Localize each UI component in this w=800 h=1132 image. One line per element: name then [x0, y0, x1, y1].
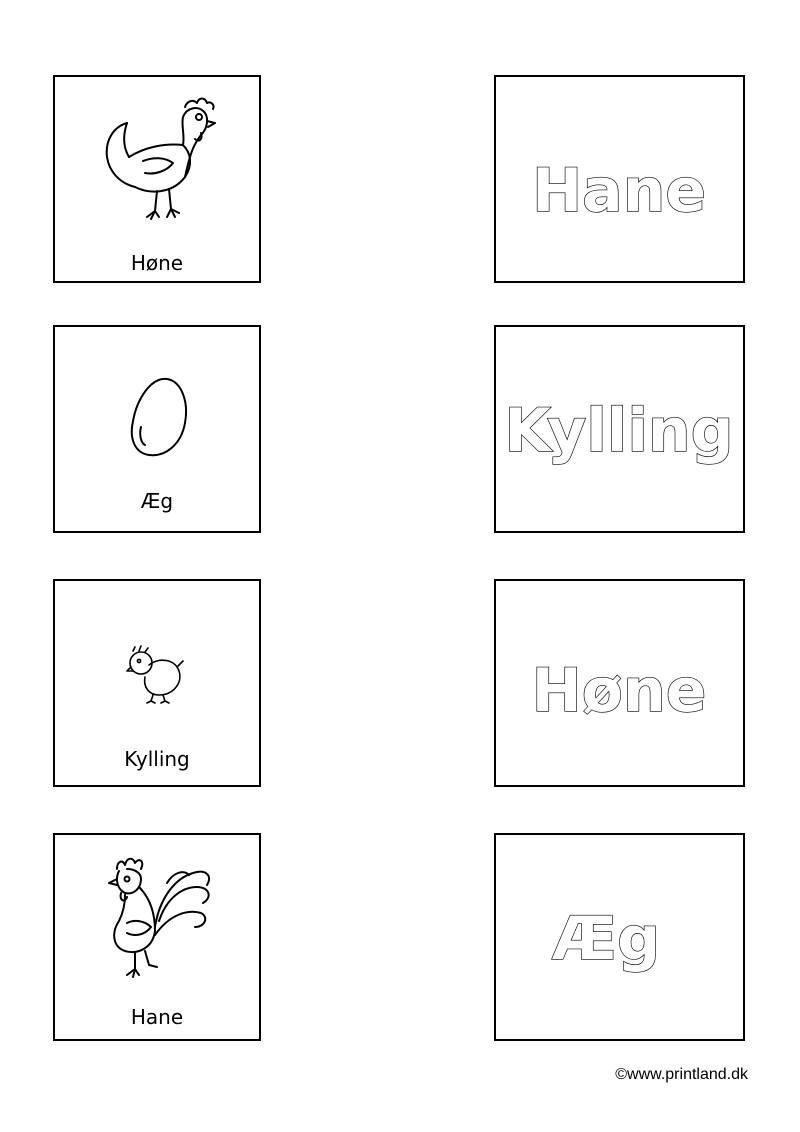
picture-card-label: Hane [130, 1005, 184, 1029]
word-card [494, 75, 745, 283]
picture-card-label: Æg [140, 489, 174, 513]
chick-icon [55, 581, 259, 751]
picture-card-egg [53, 325, 261, 533]
outline-word-kylling: Kylling [504, 396, 734, 466]
copyright-footer: ©www.printland.dk [615, 1066, 748, 1083]
rooster-icon [55, 835, 259, 1005]
hen-icon [55, 77, 259, 247]
outline-word-hane: Hane [531, 156, 707, 226]
picture-card-rooster [53, 833, 261, 1041]
picture-card-chick [53, 579, 261, 787]
egg-icon [55, 327, 259, 497]
picture-card-label: Høne [130, 251, 184, 275]
outline-word-aeg: Æg [551, 904, 661, 974]
word-card [494, 833, 745, 1041]
word-card [494, 579, 745, 787]
picture-card-label: Kylling [124, 747, 190, 771]
outline-word-hoene: Høne [531, 656, 707, 726]
picture-card-hen [53, 75, 261, 283]
word-card [494, 325, 745, 533]
